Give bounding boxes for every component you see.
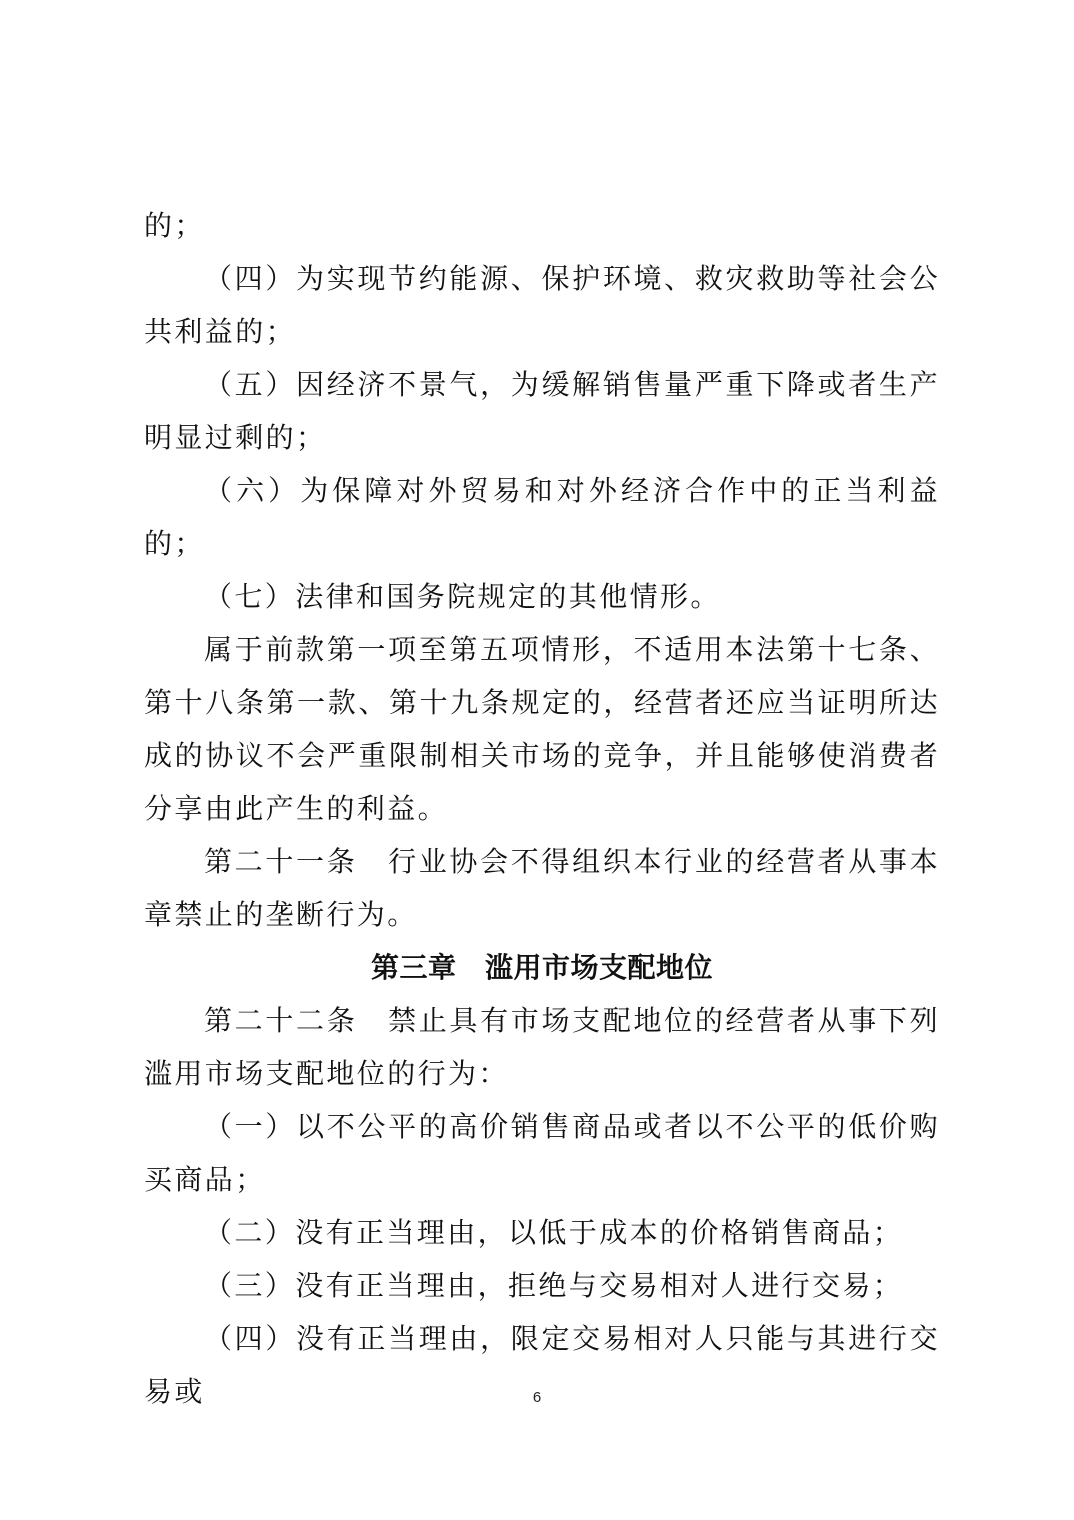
paragraph-item-4: （四）为实现节约能源、保护环境、救灾救助等社会公共利益的；: [144, 262, 940, 348]
paragraph-abuse-item-3: （三）没有正当理由，拒绝与交易相对人进行交易；: [204, 1269, 904, 1302]
paragraph-article-21: 第二十一条 行业协会不得组织本行业的经营者从事本章禁止的垄断行为。: [144, 845, 940, 931]
paragraph-exception-clause: 属于前款第一项至第五项情形，不适用本法第十七条、第十八条第一款、第十九条规定的，经营者还应当证明所达成的协议不会严重限制相关市场的竞争，并且能够使消费者分享由此产生的利益。: [144, 633, 940, 825]
paragraph-abuse-item-1: （一）以不公平的高价销售商品或者以不公平的低价购买商品；: [144, 1110, 940, 1196]
paragraph-article-22: 第二十二条 禁止具有市场支配地位的经营者从事下列滥用市场支配地位的行为：: [144, 1004, 940, 1090]
page-number: 6: [532, 1389, 542, 1406]
document-body: [144, 199, 940, 1418]
paragraph-abuse-item-2: （二）没有正当理由，以低于成本的价格销售商品；: [204, 1216, 904, 1249]
paragraph-item-7: （七）法律和国务院规定的其他情形。: [204, 580, 721, 613]
paragraph-abuse-item-4: （四）没有正当理由，限定交易相对人只能与其进行交易或: [144, 1322, 940, 1408]
paragraph-item-6: （六）为保障对外贸易和对外经济合作中的正当利益的；: [144, 474, 940, 560]
paragraph-item-5: （五）因经济不景气，为缓解销售量严重下降或者生产明显过剩的；: [144, 368, 940, 454]
chapter-heading: 第三章 滥用市场支配地位: [370, 951, 713, 984]
paragraph-continuation: 的；: [144, 209, 205, 242]
